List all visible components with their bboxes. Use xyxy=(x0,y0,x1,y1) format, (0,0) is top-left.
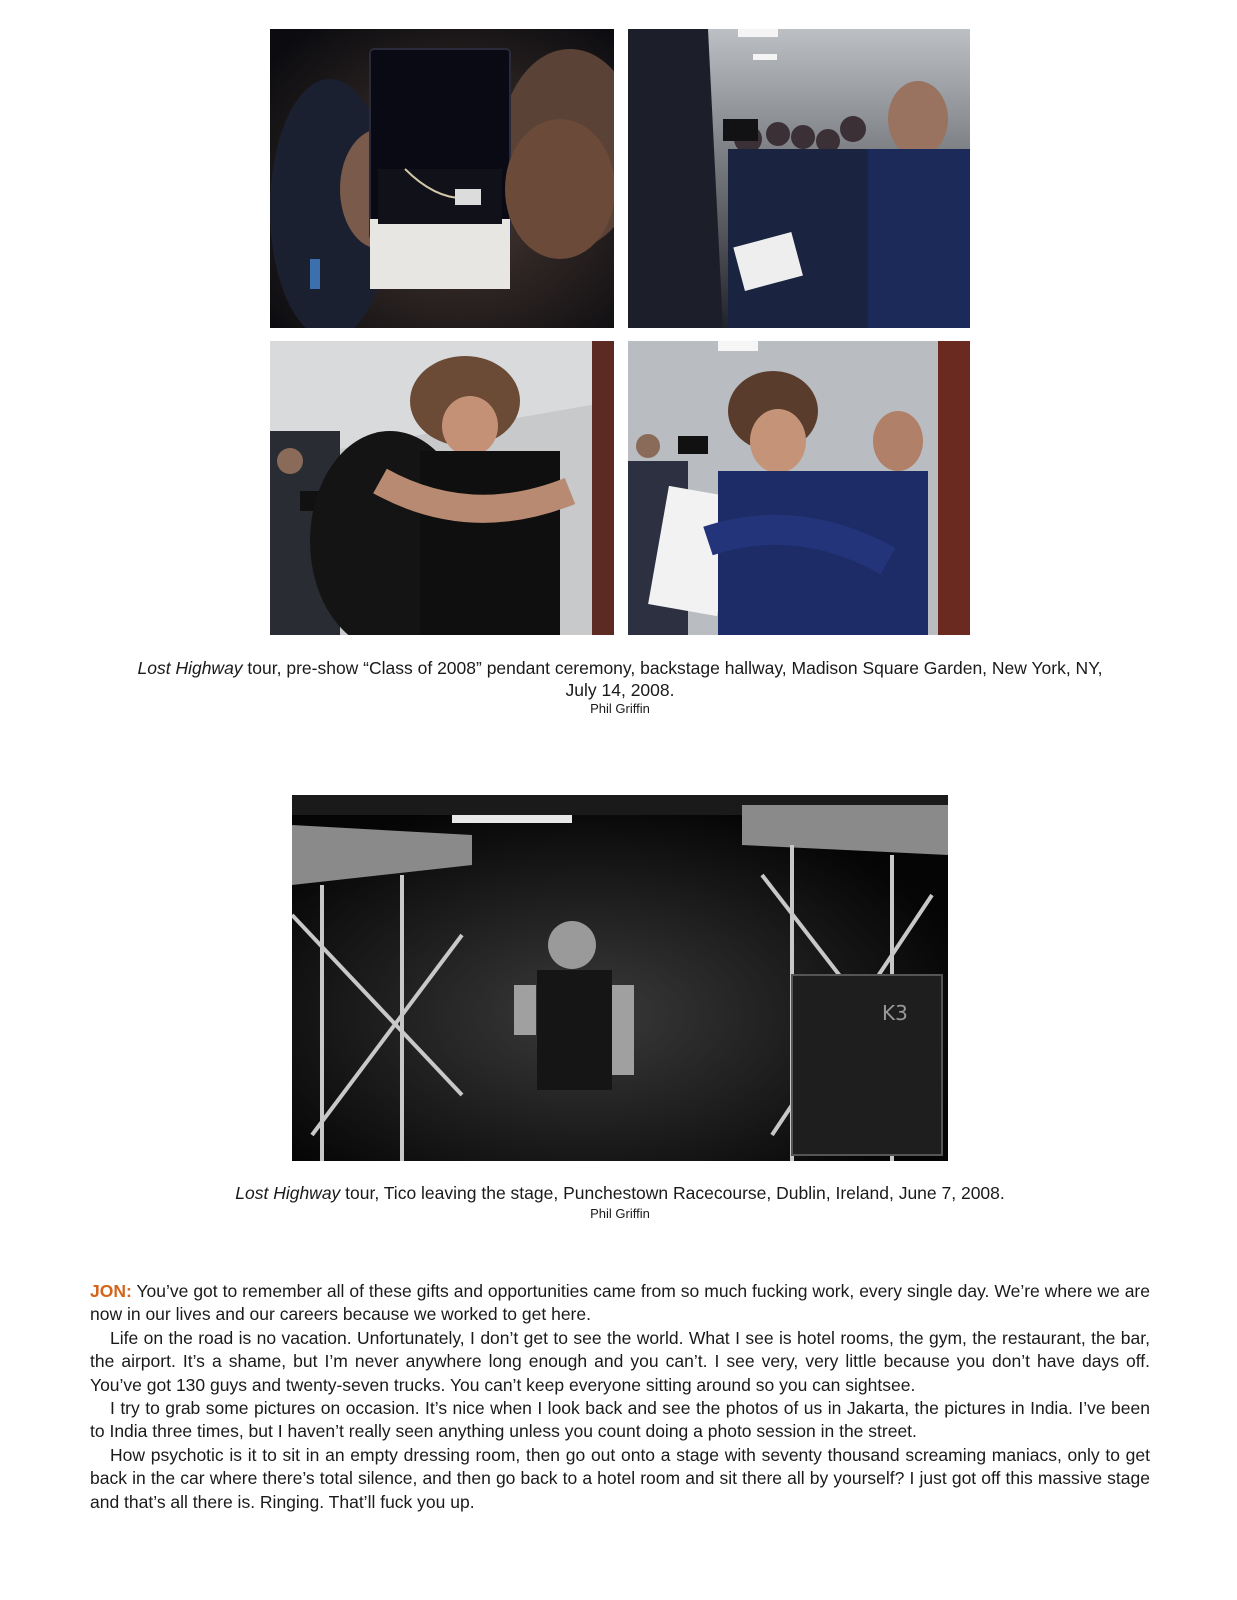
caption-title: Lost Highway xyxy=(235,1183,341,1203)
ceremony-photo-hallway xyxy=(628,29,970,328)
speaker-name: JON: xyxy=(90,1281,132,1301)
body-paragraph xyxy=(90,1280,1150,1327)
ceremony-photo-pendant-box xyxy=(270,29,614,328)
caption-title: Lost Highway xyxy=(137,658,243,678)
svg-text:K3: K3 xyxy=(882,1001,908,1025)
pendant-box-image xyxy=(270,29,614,328)
caption-ceremony xyxy=(120,657,1120,701)
stage-photo xyxy=(292,795,948,1161)
body-paragraph: Life on the road is no vacation. Unfortunately, I don’t get to see the world. What I see is hotel rooms, the gym, the restaurant, the bar, the airport. It’s a shame, but I’m never anywhere long enough and you can’t. I see very, very little because you don’t have days off. You’ve got 130 guys and twenty-seven trucks. You can’t keep everyone sitting around so you can sightsee. xyxy=(90,1327,1150,1395)
caption-stage xyxy=(120,1182,1120,1204)
caption-text: tour, pre-show “Class of 2008” pendant ceremony, backstage hallway, Madison Square Garden, New York, NY, July 14, 2008. xyxy=(242,658,1103,700)
ceremony-photo-embrace xyxy=(628,341,970,635)
ceremony-photo-hug xyxy=(270,341,614,635)
caption-text: tour, Tico leaving the stage, Punchestown Racecourse, Dublin, Ireland, June 7, 2008. xyxy=(340,1183,1005,1203)
embrace-image xyxy=(628,341,970,635)
body-paragraph: How psychotic is it to sit in an empty dressing room, then go out onto a stage with seventy thousand screaming maniacs, only to get back in the car where there’s total silence, and then go back to a hotel room and sit there all by yourself? I just got off this massive stage and that’s all there is. Ringing. That’ll fuck you up. xyxy=(90,1444,1150,1512)
paragraph-text: You’ve got to remember all of these gifts and opportunities came from so much fucking work, every single day. We’re where we are now in our lives and our careers because we worked to get here. xyxy=(90,1281,1150,1325)
photo-credit: Phil Griffin xyxy=(590,701,650,716)
body-paragraph: I try to grab some pictures on occasion. It’s nice when I look back and see the photos of us in Jakarta, the pictures in India. I’ve been to India three times, but I haven’t really seen anything unless you count doing a photo session in the street. xyxy=(90,1398,1150,1442)
body-text xyxy=(90,1280,1150,1514)
hug-image xyxy=(270,341,614,635)
hallway-image xyxy=(628,29,970,328)
photo-credit: Phil Griffin xyxy=(590,1206,650,1221)
stage-image xyxy=(292,795,948,1161)
